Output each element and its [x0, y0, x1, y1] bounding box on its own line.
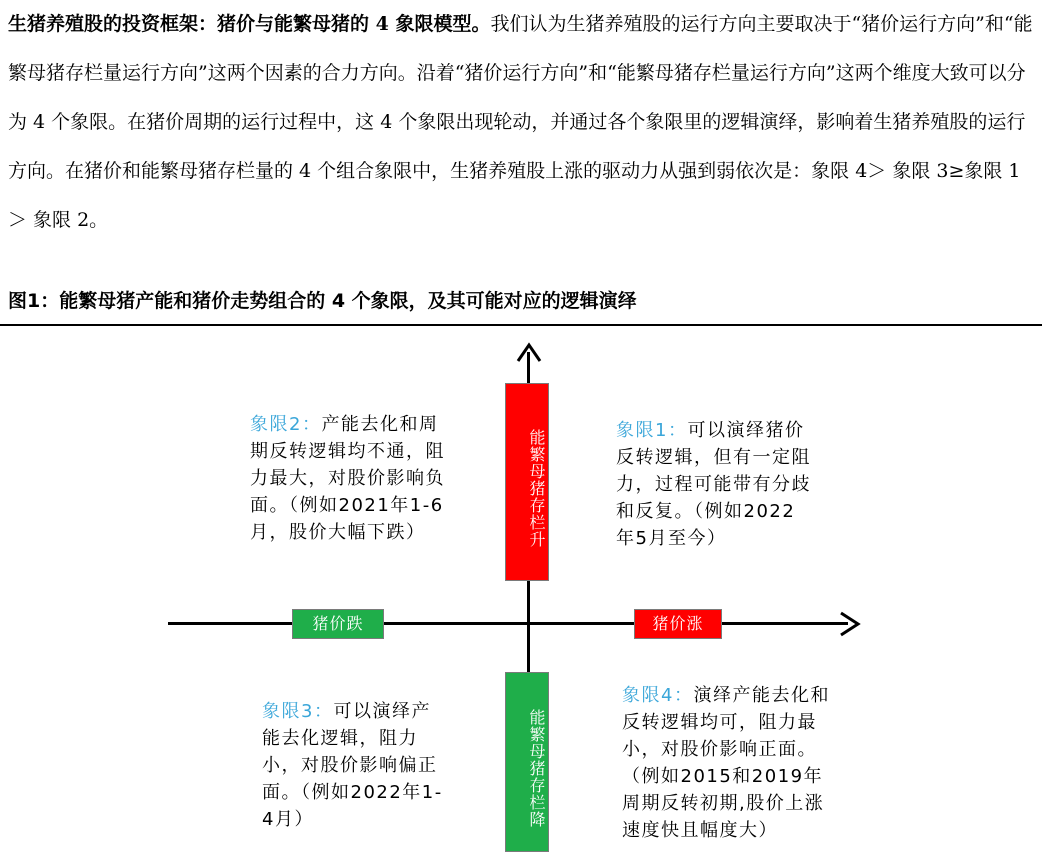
horizontal-axis — [168, 622, 848, 625]
axis-arrow-up-icon — [515, 341, 543, 363]
quadrant-4-name: 象限4： — [622, 685, 694, 706]
figure-title-rule — [0, 324, 1042, 326]
sows-up-box: 能繁母猪存栏升 — [505, 383, 549, 581]
quadrant-2-text — [250, 411, 455, 546]
axis-arrow-right-icon — [838, 611, 862, 637]
quadrant-1-text — [616, 417, 811, 552]
quadrant-2-desc: 产能去化和周期反转逻辑均不通，阻力最大，对股价影响负面。（例如2021年1-6月，股价大幅下跌） — [250, 414, 445, 543]
price-down-box: 猪价跌 — [292, 609, 384, 639]
paragraph-body: 我们认为生猪养殖股的运行方向主要取决于“猪价运行方向”和“能繁母猪存栏量运行方向”这两个因素的合力方向。沿着“猪价运行方向”和“能繁母猪存栏量运行方向”这两个维度大致可以分为 4 个象限。在猪价周期的运行过程中，这 4 个象限出现轮动，并通过各个象限里的逻辑演绎，影响着生猪养殖股的运行方向。在猪价和能繁母猪存栏量的 4 个组合象限中，生猪养殖股上涨的驱动力从强到弱依次是：象限 4＞ 象限 3≥象限 1＞ 象限 2。 — [8, 13, 1033, 231]
quadrant-3-text — [262, 698, 447, 833]
quadrant-3-name: 象限3： — [262, 701, 334, 722]
sows-down-box: 能繁母猪存栏降 — [505, 672, 549, 852]
intro-paragraph — [8, 0, 1034, 245]
quadrant-1-desc: 可以演绎猪价反转逻辑，但有一定阻力，过程可能带有分歧和反复。（例如2022年5月至今） — [616, 420, 811, 549]
quadrant-4-text — [622, 682, 832, 844]
price-up-box: 猪价涨 — [634, 609, 722, 639]
quadrant-2-name: 象限2： — [250, 414, 322, 435]
quadrant-4-desc: 演绎产能去化和反转逻辑均可，阻力最小，对股价影响正面。（例如2015和2019年周期反转初期,股价上涨速度快且幅度大） — [622, 685, 830, 841]
figure-title: 图1：能繁母猪产能和猪价走势组合的 4 个象限，及其可能对应的逻辑演绎 — [8, 290, 637, 312]
quadrant-1-name: 象限1： — [616, 420, 688, 441]
paragraph-lead: 生猪养殖股的投资框架：猪价与能繁母猪的 4 象限模型。 — [8, 13, 491, 35]
quadrant-3-desc: 可以演绎产能去化逻辑，阻力小，对股价影响偏正面。（例如2022年1-4月） — [262, 701, 443, 830]
